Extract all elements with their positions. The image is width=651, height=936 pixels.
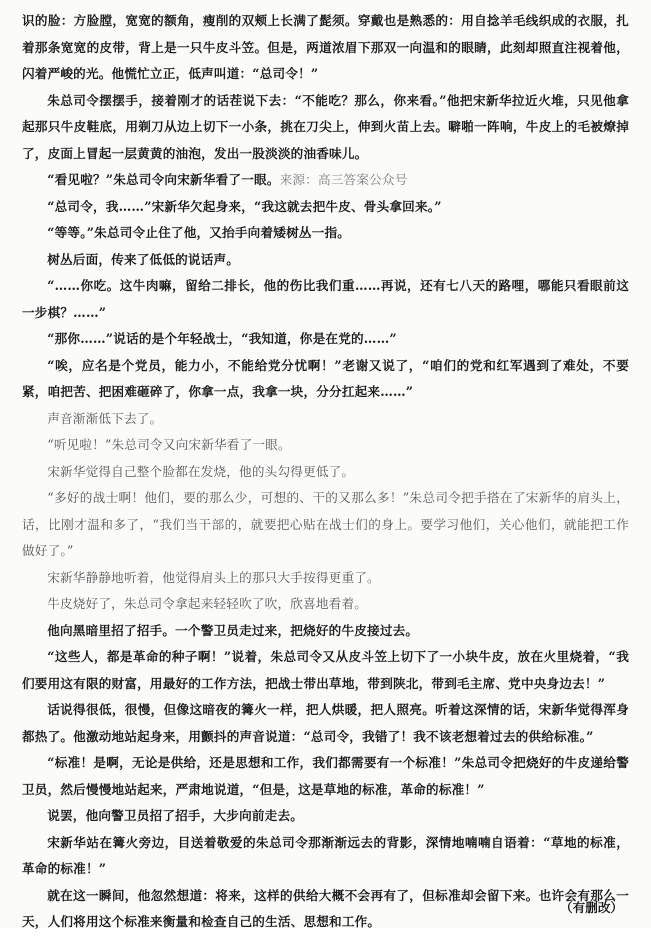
- article-paragraph: [22, 88, 629, 168]
- paragraph-text: 宋新华站在篝火旁边，目送着敬爱的朱总司令那渐渐远去的背影，深情地喃喃自语着：“草地的标准，革命的标准！”: [22, 834, 629, 876]
- paragraph-text: 树丛后面，传来了低低的说话声。: [47, 251, 240, 267]
- article-paragraph: [22, 326, 629, 353]
- article-paragraph: [22, 432, 629, 459]
- paragraph-text: 话说得很低，很慢，但像这暗夜的篝火一样，把人烘暖，把人照亮。听着这深情的话，宋新华觉得浑身都热了。他激动地站起身来，用颤抖的声音说道：“总司令，我错了！我不该老想着过去的供给标准。”: [22, 702, 629, 744]
- article-paragraph: [22, 8, 629, 88]
- paragraph-text: “看见啦？”朱总司令向宋新华看了一眼。: [47, 172, 280, 187]
- article-paragraph: [22, 830, 629, 883]
- article-paragraph: [22, 618, 629, 645]
- article-paragraph: [22, 803, 629, 830]
- paragraph-text: 他向黑暗里招了招手。一个警卫员走过来，把烧好的牛皮接过去。: [47, 622, 419, 638]
- paragraph-text: 宋新华静静地听着，他觉得肩头上的那只大手按得更重了。: [47, 569, 380, 585]
- paragraph-text: 牛皮烧好了，朱总司令拿起来轻轻吹了吹，欣喜地看着。: [47, 596, 368, 611]
- article-paragraph: [22, 194, 629, 221]
- article-paragraph: [22, 485, 629, 565]
- article-paragraph: [22, 406, 629, 433]
- paragraph-text: 识的脸：方脸膛，宽宽的额角，瘦削的双颊上长满了髭须。穿戴也是熟悉的：用自捻羊毛线织成的衣服，扎着那条宽宽的皮带，背上是一只牛皮斗笠。但是，两道浓眉下那双一向温和的眼睛，此刻却照直注视着他，闪着严峻的光。他慌忙立正，低声叫道：“总司令！”: [22, 13, 629, 81]
- paragraph-text: 朱总司令摆摆手，接着刚才的话茬说下去：“不能吃？那么，你来看。”他把宋新华拉近火堆，只见他拿起那只牛皮鞋底，用剃刀从边上切下一小条，挑在刀尖上，伸到火苗上去。噼啪一阵响，牛皮上的毛被燎掉了，皮面上冒起一层黄黄的油泡，发出一股淡淡的油香味儿。: [22, 92, 629, 161]
- paragraph-text: “听见啦！”朱总司令又向宋新华看了一眼。: [47, 437, 291, 452]
- paragraph-text: 声音渐渐低下去了。: [47, 410, 163, 426]
- article-paragraph: [22, 247, 629, 274]
- paragraph-text: “唉，应名是个党员，能力小，不能给党分忧啊！”老谢又说了，“咱们的党和红军遇到了难处，不要紧，咱把苦、把困难砸碎了，你拿一点，我拿一块，分分扛起来……”: [22, 357, 629, 399]
- article-paragraph: [22, 167, 629, 194]
- article-paragraph: [22, 565, 629, 592]
- paragraph-text: “这些人，都是革命的种子啊！”说着，朱总司令又从皮斗笠上切下了一小块牛皮，放在火里烧着，“我们要用这有限的财富，用最好的工作方法，把战士带出草地，带到陕北，带到毛主席、党中央身边去！”: [22, 649, 629, 691]
- paragraph-text: “那你……”说话的是个年轻战士，“我知道，你是在党的……”: [47, 331, 397, 346]
- source-watermark: 来源：高三答案公众号: [279, 172, 408, 187]
- paragraph-text: 就在这一瞬间，他忽然想道：将来，这样的供给大概不会再有了，但标准却会留下来。也许会有那么一天，人们将用这个标准来衡量和检查自己的生活、思想和工作。: [22, 887, 629, 929]
- paragraph-text: “标准！是啊，无论是供给，还是思想和工作，我们都需要有一个标准！”朱总司令把烧好的牛皮递给警卫员，然后慢慢地站起来，严肃地说道，“但是，这是草地的标准，革命的标准！”: [22, 755, 629, 797]
- paragraph-text: “等等。”朱总司令止住了他，又抬手向着矮树丛一指。: [47, 225, 351, 240]
- paragraph-text: 宋新华觉得自己整个脸都在发烧，他的头勾得更低了。: [47, 463, 355, 479]
- article-paragraph: [22, 591, 629, 618]
- article-body: [22, 8, 629, 936]
- article-paragraph: [22, 273, 629, 326]
- paragraph-text: 说罢，他向警卫员招了招手，大步向前走去。: [47, 808, 304, 823]
- article-paragraph: [22, 353, 629, 406]
- article-paragraph: [22, 459, 629, 486]
- paragraph-text: “……你吃。这牛肉嘛，留给二排长，他的伤比我们重……再说，还有七八天的路哩，哪能只看眼前这一步棋？……”: [22, 278, 629, 320]
- paragraph-text: “多好的战士啊！他们，要的那么少，可想的、干的又那么多！”朱总司令把手搭在了宋新华的肩头上，话，比刚才温和多了，“我们当干部的，就要把心贴在战士们的身上。要学习他们，关心他们，就能把工作做好了。”: [22, 490, 629, 558]
- article-paragraph: [22, 220, 629, 247]
- article-paragraph: [22, 750, 629, 803]
- article-paragraph: [22, 697, 629, 750]
- paragraph-text: “总司令，我……”宋新华欠起身来，“我这就去把牛皮、骨头拿回来。”: [47, 198, 442, 214]
- edit-note: （有删改）: [560, 900, 623, 915]
- article-paragraph: [22, 644, 629, 697]
